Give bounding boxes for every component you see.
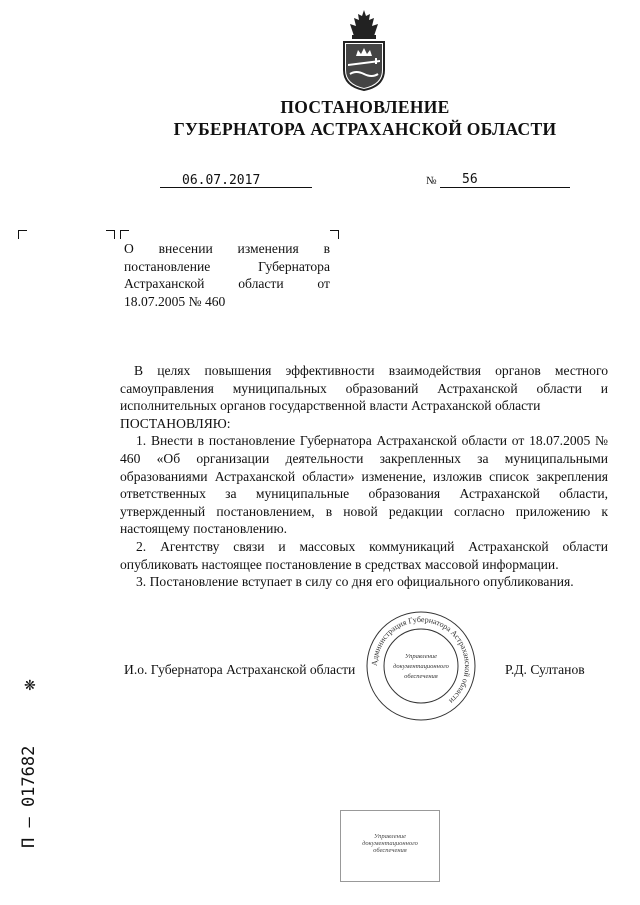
document-number: 56 [462,172,478,187]
svg-text:Администрация Губернатора Астр: Администрация Губернатора Астраханской области [369,614,473,706]
rectangular-stamp [340,810,440,882]
stamp-line: документационного [362,840,418,847]
registration-code [8,700,48,850]
date-underline [160,187,312,188]
document-date: 06.07.2017 [182,173,261,188]
body-resolution: ПОСТАНОВЛЯЮ: [120,415,231,431]
document-subtitle: ГУБЕРНАТОРА АСТРАХАНСКОЙ ОБЛАСТИ [173,119,557,139]
signatory-title: И.о. Губернатора Астраханской области [124,662,356,677]
bracket-corner-icon [120,230,129,239]
astrakhan-coat-of-arms-icon [336,8,392,92]
bracket-corner-icon [106,230,115,239]
number-underline [440,187,570,188]
signatory-name: Р.Д. Султанов [505,662,585,677]
body-item: 3. Постановление вступает в силу со дня его официального опубликования. [136,574,574,590]
subject-line: 18.07.2005 № 460 [124,293,226,309]
subject-line: О внесении изменения в [124,241,330,256]
subject-line: Астраханской области от [124,276,330,291]
svg-text:документационного: документационного [393,663,449,670]
stamp-line: обеспечения [373,847,407,854]
document-subject [124,240,330,310]
body-item: 2. Агентству связи и массовых коммуникаций Астраханской области опубликовать настоящее постановление в средствах массовой информации. [120,538,608,572]
number-sign: № [426,175,437,187]
asterisk-icon: ❋ [24,679,36,694]
stamp-line: Управление [373,833,406,840]
body-paragraph: В целях повышения эффективности взаимодействия органов местного самоуправления муниципальных образований Астраханской области и исполнительных органов государственной власти Астраханской области [120,363,608,414]
body-item: 1. Внести в постановление Губернатора Астраханской области от 18.07.2005 № 460 «Об организации деятельности закрепленных за муниципальными образованиями Астраханской области» изменение, изложив список закрепления ответственных за муниципальные образования Астраханской области, утвержденный постановлением, в новой редакции согласно приложению к настоящему постановлению. [120,433,608,537]
document-title: ПОСТАНОВЛЕНИЕ [280,97,450,117]
subject-line: постановление Губернатора [124,258,330,274]
svg-text:обеспечения: обеспечения [404,673,438,680]
svg-text:Управление: Управление [404,653,438,660]
round-stamp [341,610,501,722]
svg-text:П — 017682: П — 017682 [19,745,39,848]
bracket-corner-icon [18,230,27,239]
bracket-corner-icon [330,230,339,239]
document-body [120,362,608,591]
